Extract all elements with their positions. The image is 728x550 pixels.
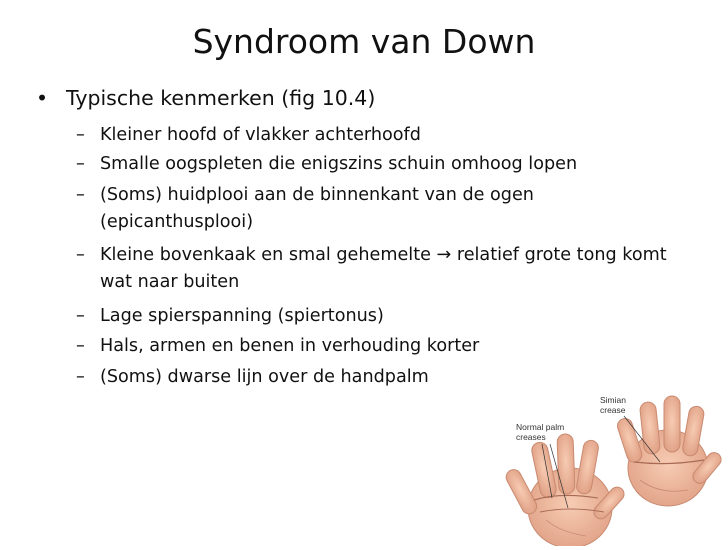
bullet-marker: • [36,86,49,110]
normal-hand [504,434,627,546]
sub-bullet-text: Lage spierspanning (spiertonus) [100,306,384,326]
sub-bullet-text: (Soms) huidplooi aan de binnenkant van de ogen (epicanthusplooi) [100,185,534,232]
dash-marker: – [76,336,85,356]
slide-title: Syndroom van Down [192,22,536,61]
normal-palm-caption [516,422,576,442]
dash-marker: – [76,154,85,174]
caption-line: crease [600,405,626,415]
simian-crease-caption [600,395,660,415]
main-bullet-text: Typische kenmerken (fig 10.4) [66,86,376,110]
sub-bullet-text: Kleine bovenkaak en smal gehemelte → relatief grote tong komt wat naar buiten [100,245,667,292]
dash-marker: – [76,125,85,145]
caption-line: Normal palm [516,422,565,432]
sub-bullet-text: Kleiner hoofd of vlakker achterhoofd [100,125,421,145]
dash-marker: – [76,245,85,265]
caption-line: Simian [600,395,626,405]
sub-bullet-text: Hals, armen en benen in verhouding korter [100,336,480,356]
dash-marker: – [76,367,85,387]
hands-illustration [500,380,728,546]
dash-marker: – [76,306,85,326]
caption-line: creases [516,432,546,442]
sub-bullet-text: (Soms) dwarse lijn over de handpalm [100,367,429,387]
dash-marker: – [76,185,85,205]
sub-bullet-text: Smalle oogspleten die enigszins schuin omhoog lopen [100,154,578,174]
